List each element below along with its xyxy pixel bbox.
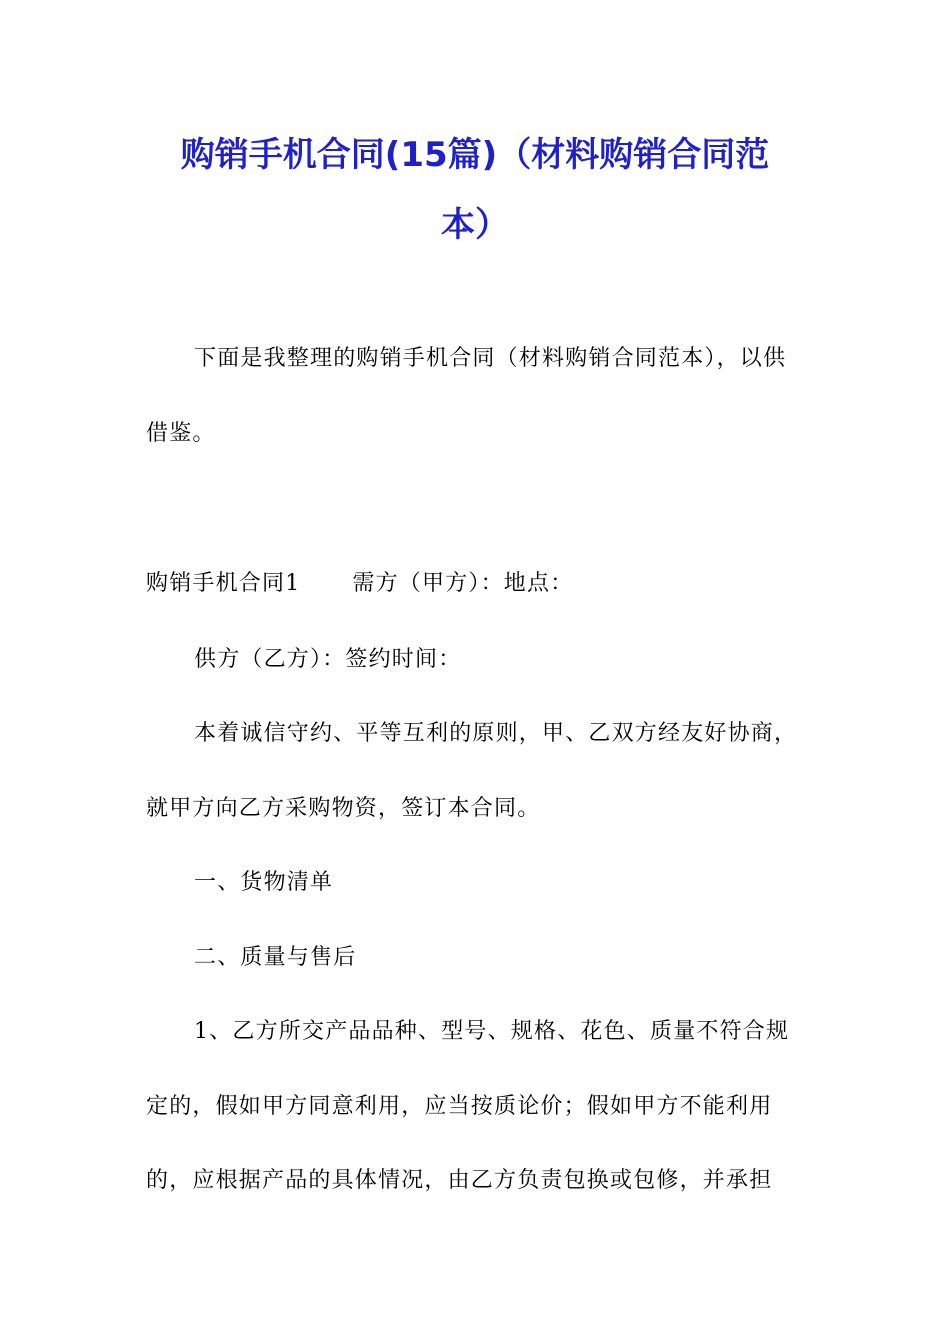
document-title-line-2: 本）: [441, 205, 509, 245]
contract-heading-row: [146, 569, 573, 599]
document-title-line-1: 购销手机合同(15篇)（材料购销合同范: [180, 135, 770, 175]
section-quality-after-sales: 二、质量与售后: [194, 945, 357, 970]
section-goods-list: 一、货物清单: [194, 870, 334, 895]
clause-1-line-3: 的，应根据产品的具体情况，由乙方负责包换或包修，并承担: [146, 1168, 773, 1193]
clause-1-line-2: 定的，假如甲方同意利用，应当按质论价；假如甲方不能利用: [146, 1094, 773, 1119]
demander-field: 需方（甲方）：地点：: [352, 571, 574, 596]
clause-1-line-1: 1、乙方所交产品品种、型号、规格、花色、质量不符合规: [194, 1019, 790, 1044]
paragraph-1-line-1: 本着诚信守约、平等互利的原则，甲、乙双方经友好协商，: [194, 721, 798, 746]
contract-heading: 购销手机合同1: [146, 571, 301, 596]
intro-paragraph-line-1: 下面是我整理的购销手机合同（材料购销合同范本），以供: [194, 346, 787, 371]
intro-paragraph-line-2: 借鉴。: [146, 421, 216, 446]
supplier-field: 供方（乙方）：签约时间：: [194, 647, 462, 672]
paragraph-1-line-2: 就甲方向乙方采购物资，签订本合同。: [146, 796, 541, 821]
